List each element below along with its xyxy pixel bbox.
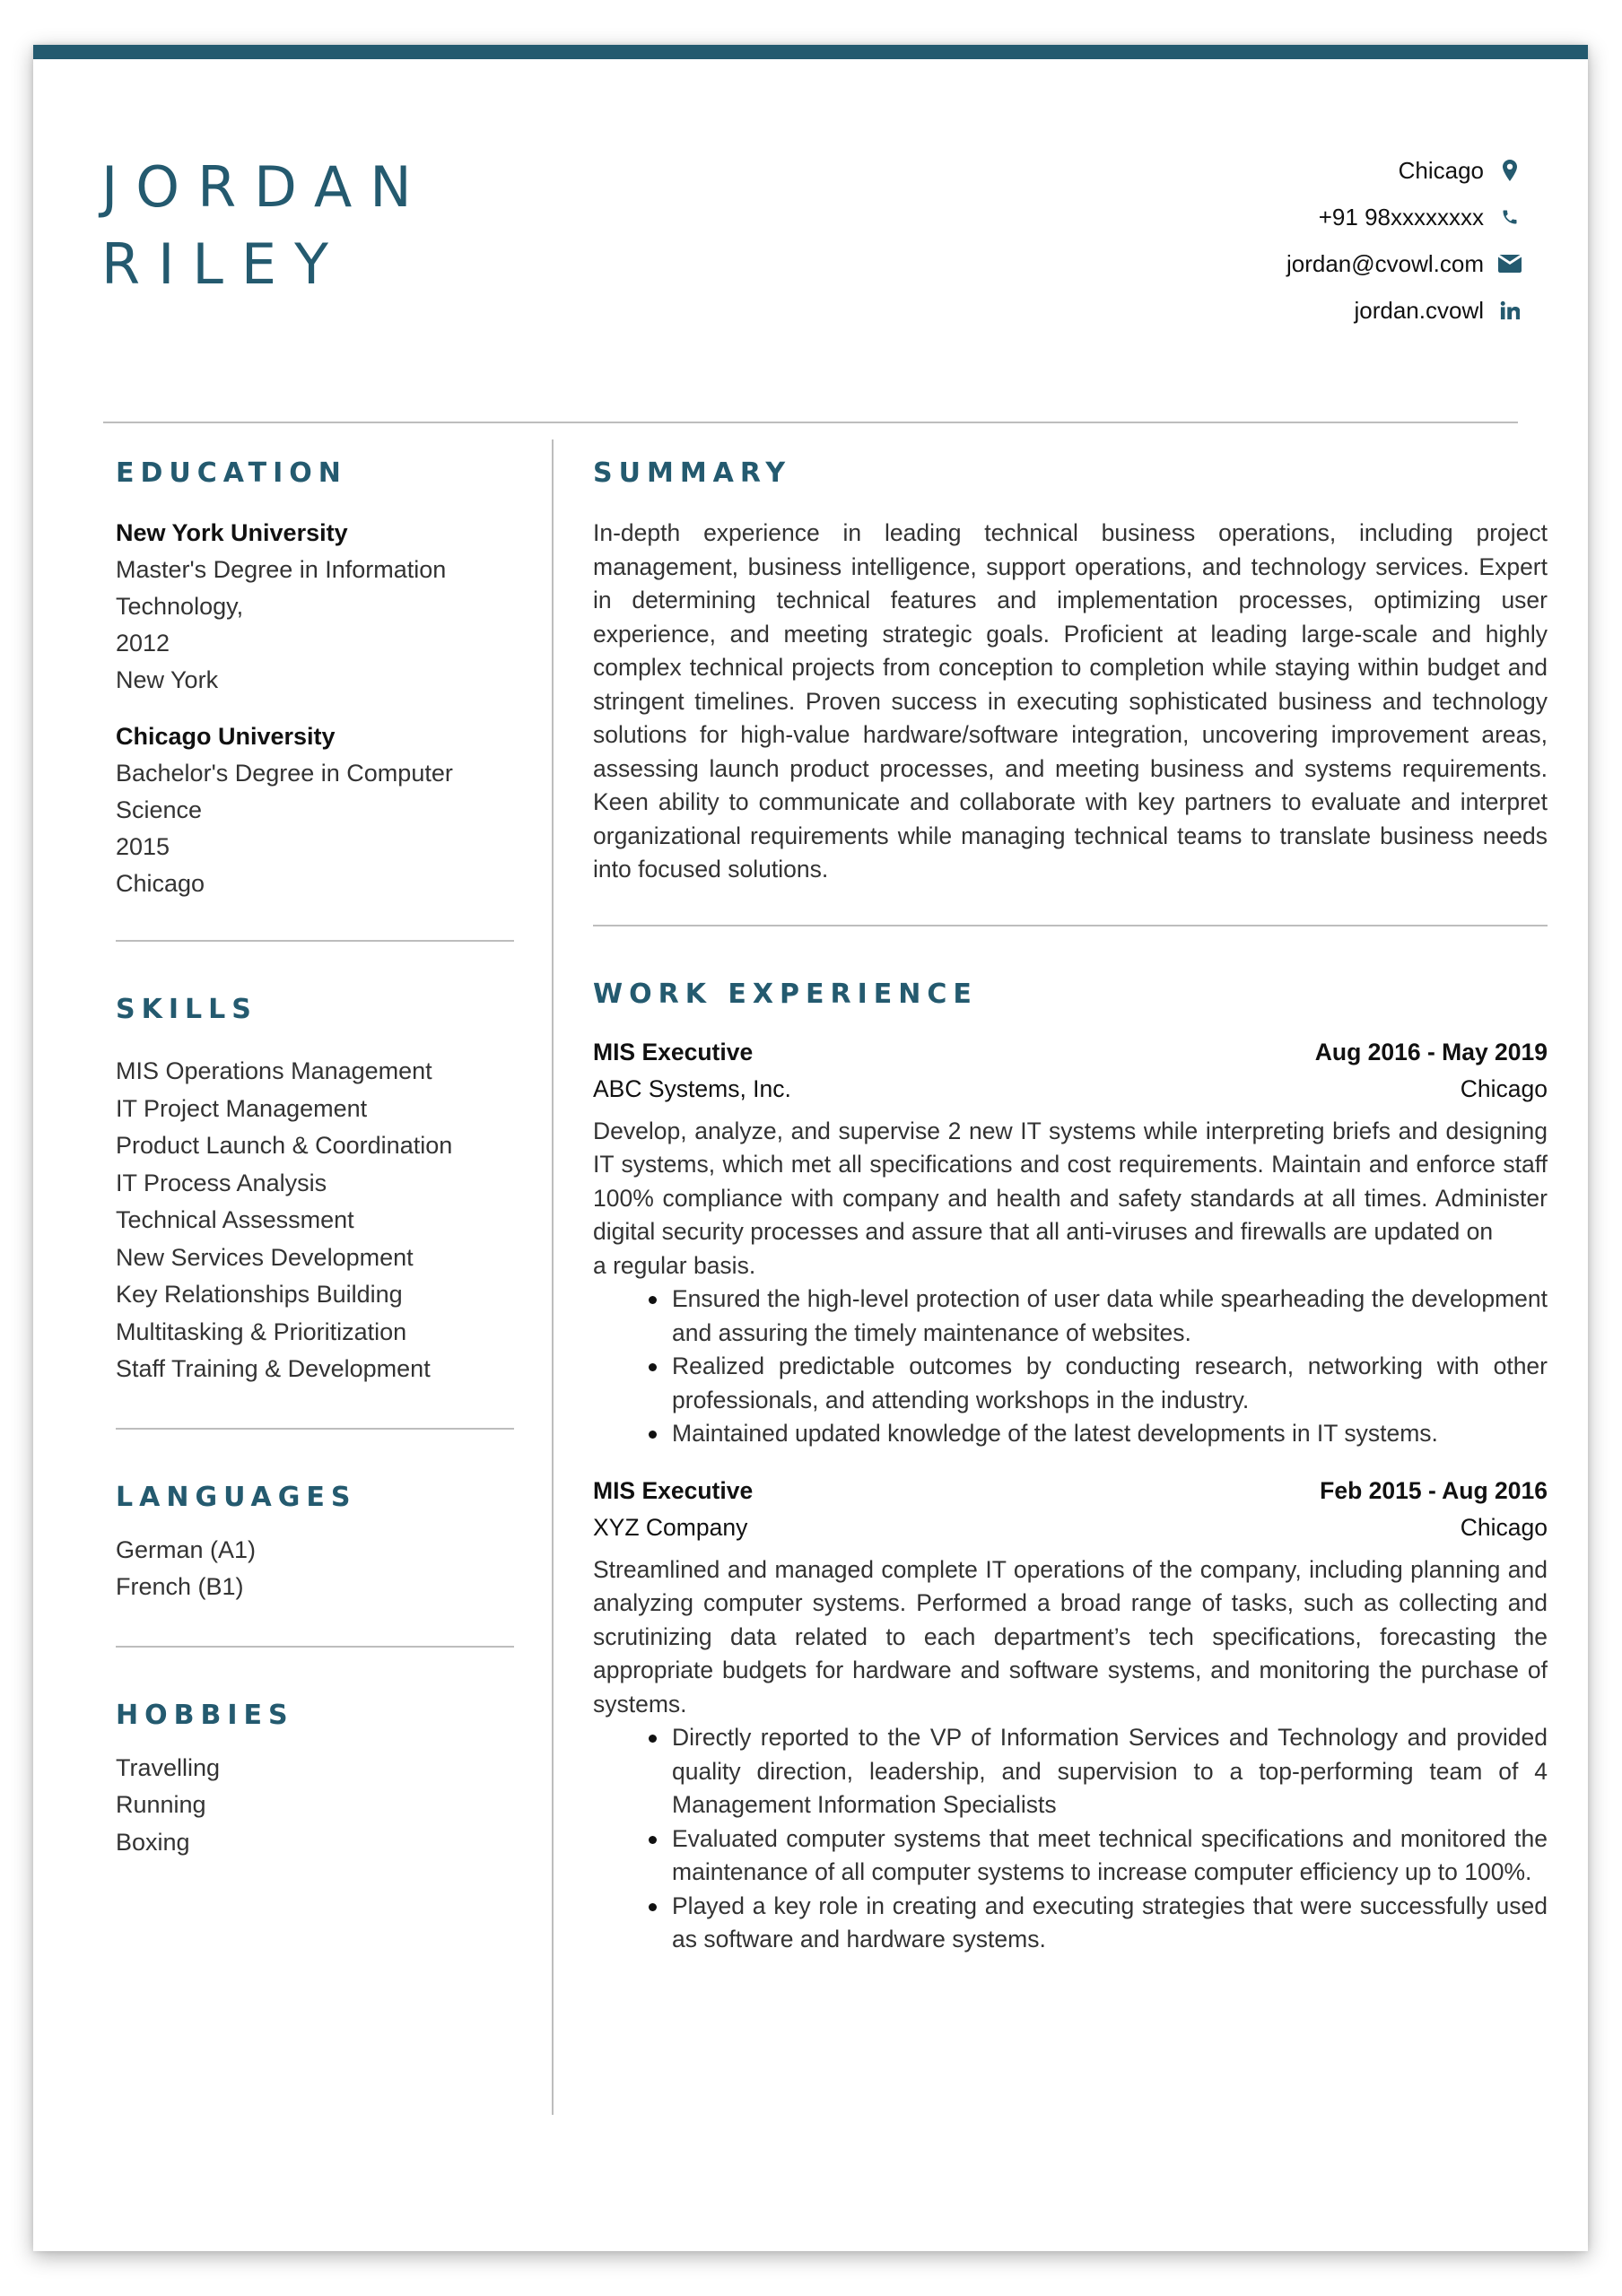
hobby-item: Running: [116, 1791, 206, 1818]
job-company: ABC Systems, Inc.: [593, 1074, 791, 1102]
job-description: Streamlined and managed complete IT operations of the company, including planning and analyzing computer systems. Performed a broad range of tasks, such as collecting and scrutinizing data related to each department’s tech specifications, forecasting the appropriate budgets for hardware and software systems, and monitoring the purchase of systems.: [593, 1555, 1548, 1718]
job-role: MIS Executive: [593, 1476, 754, 1504]
skill-item: IT Process Analysis: [116, 1169, 327, 1196]
phone-icon: [1496, 208, 1523, 226]
summary-text: In-depth experience in leading technical business operations, including project management, business intelligence, support operations, and technology services. Expert in determining technical features and implementation processes, optimizing user experience, and meeting strategic goals. Proficient at leading large-scale and highly complex technical projects from conception to completion while staying within budget and stringent timelines. Proven success in executing sophisticated business and technology solutions for high-value hardware/software integration, uncovering improvement areas, assessing launch product processes, and meeting business and systems requirements. Keen ability to communicate and collaborate with key partners to evaluate and interpret organizational requirements while managing technical teams to translate business needs into focused solutions.: [593, 519, 1548, 883]
map-pin-icon: [1496, 160, 1523, 181]
hobbies-title: HOBBIES: [116, 1699, 294, 1731]
education-location: New York: [116, 666, 219, 693]
skills-list: [116, 1053, 514, 1388]
job-bullet: Played a key role in creating and executing strategies that were successfully used as software and hardware systems.: [672, 1890, 1548, 1957]
left-column: [116, 436, 514, 1861]
job-bullet: Directly reported to the VP of Information Services and Technology and provided quality direction, leadership, and supervision to a top-performing team of 4 Management Information Specialists: [672, 1721, 1548, 1822]
envelope-icon: [1496, 255, 1523, 273]
skill-item: Multitasking & Prioritization: [116, 1318, 407, 1345]
education-degree-cont: Technology,: [116, 593, 244, 620]
section-divider: [593, 925, 1548, 926]
job-dates: Aug 2016 - May 2019: [1314, 1038, 1548, 1065]
education-degree: Master's Degree in Information: [116, 556, 447, 583]
job-description: Develop, analyze, and supervise 2 new IT systems while interpreting briefs and designing IT systems, which met all specifications and cost requirements. Maintain and enforce staff 100% compliance with company and health and safety standards at all times. Administer digital security processes and assure that all anti-viruses and firewalls are updated on: [593, 1117, 1548, 1245]
contact-location-text: Chicago: [1398, 156, 1484, 184]
language-item: French (B1): [116, 1573, 244, 1600]
job-entry: [593, 1034, 1548, 1451]
skill-item: Key Relationships Building: [116, 1281, 403, 1308]
education-school: Chicago University: [116, 723, 336, 750]
job-bullets: [593, 1283, 1548, 1451]
education-item: [116, 718, 514, 902]
experience-title: WORK EXPERIENCE: [593, 978, 978, 1010]
job-header: [593, 1034, 1548, 1071]
job-bullet: Evaluated computer systems that meet technical specifications and monitored the maintenance of all computer systems to increase computer efficiency up to 100%.: [672, 1822, 1548, 1890]
section-divider: [116, 940, 514, 942]
job-header: [593, 1473, 1548, 1509]
education-degree-cont: Science: [116, 796, 203, 823]
contact-phone-text: +91 98xxxxxxxx: [1318, 203, 1484, 230]
education-degree: Bachelor's Degree in Computer: [116, 760, 453, 787]
contact-location: [1286, 147, 1523, 194]
column-divider: [552, 439, 554, 2115]
education-school: New York University: [116, 519, 348, 546]
skill-item: MIS Operations Management: [116, 1057, 432, 1084]
education-item: [116, 515, 514, 699]
job-bullets: [593, 1721, 1548, 1957]
last-name: RILEY: [101, 231, 346, 297]
contact-linkedin: [1286, 287, 1523, 334]
job-bullet: Maintained updated knowledge of the latest developments in IT systems.: [672, 1417, 1548, 1451]
job-dates: Feb 2015 - Aug 2016: [1320, 1476, 1548, 1504]
hobby-item: Boxing: [116, 1828, 190, 1856]
contact-email-text: jordan@cvowl.com: [1286, 249, 1484, 277]
job-bullet: Realized predictable outcomes by conducting research, networking with other professionals, and attending workshops in the industry.: [672, 1350, 1548, 1417]
hobbies-list: [116, 1750, 514, 1862]
right-column: [593, 436, 1548, 1957]
job-location: Chicago: [1460, 1074, 1548, 1102]
education-year: 2015: [116, 833, 170, 860]
linkedin-icon: [1496, 300, 1523, 320]
languages-title: LANGUAGES: [116, 1481, 357, 1513]
contact-phone: [1286, 194, 1523, 240]
job-role: MIS Executive: [593, 1038, 754, 1065]
job-description-tail: a regular basis.: [593, 1251, 756, 1279]
job-entry: [593, 1473, 1548, 1957]
candidate-name: [101, 149, 430, 303]
header-divider: [103, 422, 1518, 423]
contact-email: [1286, 240, 1523, 287]
skill-item: Technical Assessment: [116, 1206, 354, 1233]
section-divider: [116, 1428, 514, 1430]
job-location: Chicago: [1460, 1513, 1548, 1541]
first-name: JORDAN: [101, 154, 430, 220]
skill-item: Product Launch & Coordination: [116, 1132, 453, 1159]
contact-linkedin-text: jordan.cvowl: [1354, 296, 1484, 324]
job-bullet: Ensured the high-level protection of user data while spearheading the development and assuring the timely maintenance of websites.: [672, 1283, 1548, 1350]
section-divider: [116, 1646, 514, 1648]
skill-item: Staff Training & Development: [116, 1355, 431, 1382]
education-title: EDUCATION: [116, 457, 347, 489]
contact-block: [1286, 147, 1523, 334]
skills-title: SKILLS: [116, 994, 257, 1025]
job-subheader: [593, 1509, 1548, 1546]
skill-item: New Services Development: [116, 1243, 414, 1271]
hobby-item: Travelling: [116, 1753, 221, 1781]
language-item: German (A1): [116, 1535, 257, 1563]
job-subheader: [593, 1071, 1548, 1108]
skill-item: IT Project Management: [116, 1094, 368, 1122]
education-location: Chicago: [116, 870, 205, 897]
summary-title: SUMMARY: [593, 457, 792, 489]
job-company: XYZ Company: [593, 1513, 748, 1541]
languages-list: [116, 1532, 514, 1606]
education-year: 2012: [116, 630, 170, 657]
resume-page: [33, 45, 1588, 2251]
